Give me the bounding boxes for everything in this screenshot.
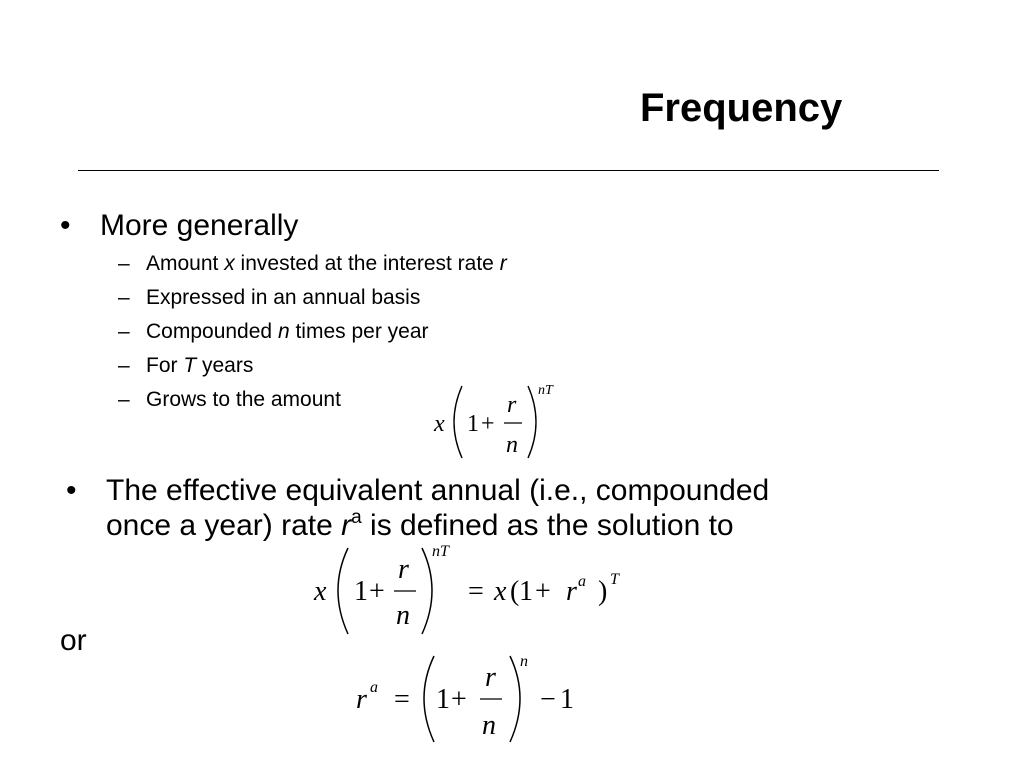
formula-rhs-a: a (578, 573, 586, 590)
right-paren (528, 386, 536, 458)
left-paren (454, 386, 462, 458)
bullet-effective-rate-text (106, 473, 886, 543)
formula-plus: + (451, 684, 467, 715)
formula-exponent: n (520, 653, 528, 670)
formula-equals: = (468, 576, 484, 607)
formula-numerator: r (507, 392, 517, 418)
formula-exponent: nT (538, 383, 553, 398)
variable-T: T (183, 354, 197, 377)
formula-rhs-r: r (566, 576, 577, 607)
sub-item-text: Compounded (146, 320, 278, 343)
variable-x: x (224, 252, 235, 275)
sub-item-compounded (118, 318, 507, 352)
formula-plus: + (369, 576, 385, 607)
dash-marker: – (118, 388, 130, 411)
sub-item-annual-basis (118, 284, 507, 318)
formula-rhs-T: T (610, 571, 619, 588)
formula-denominator: n (506, 432, 518, 458)
formula-minus-one: 1 (560, 684, 574, 715)
formula-rhs-close-paren: ) (598, 576, 608, 607)
dash-marker: – (118, 252, 130, 275)
formula-minus: − (540, 684, 556, 715)
slide-title: Frequency (640, 86, 843, 130)
formula-numerator: r (485, 662, 496, 693)
variable-r: r (499, 252, 507, 275)
formula-numerator: r (398, 554, 409, 585)
variable-r: r (341, 509, 352, 542)
bullet-line-1: The effective equivalent annual (i.e., compounded (106, 474, 770, 507)
formula-rhs-plus: + (535, 576, 551, 607)
line-text: is defined as the solution to (361, 509, 734, 542)
line-text: once a year) rate (106, 509, 342, 542)
formula-one: 1 (436, 684, 450, 715)
bullet-dot: • (60, 209, 71, 242)
left-paren (338, 548, 348, 634)
dash-marker: – (118, 286, 130, 309)
sub-item-text: For (146, 354, 184, 377)
bullet-more-generally (60, 207, 298, 245)
formula-r: r (356, 684, 367, 715)
or-text: or (60, 624, 87, 657)
formula-exponent: nT (432, 543, 449, 560)
bullet-dot: • (66, 474, 77, 507)
right-paren (422, 548, 432, 634)
variable-n: n (277, 320, 290, 343)
formula-one: 1 (467, 411, 479, 437)
formula-rhs-one: 1 (519, 576, 533, 607)
left-paren (424, 656, 434, 742)
formula-one: 1 (354, 576, 368, 607)
sub-item-text: invested at the interest rate (234, 252, 500, 275)
sub-item-text: Amount (146, 252, 225, 275)
bullet-line-2 (106, 508, 886, 543)
formula-growth (430, 378, 570, 462)
title-divider (78, 170, 939, 171)
formula-rhs-open-paren: ( (510, 576, 520, 607)
sub-item-text: years (196, 354, 254, 377)
formula-x: x (314, 576, 327, 607)
sub-item-amount (118, 250, 507, 284)
formula-rhs-x: x (494, 576, 507, 607)
sub-item-text: times per year (289, 320, 429, 343)
bullet-text: More generally (100, 209, 299, 242)
dash-marker: – (118, 354, 130, 377)
formula-a: a (370, 679, 378, 696)
formula-equivalence (310, 540, 640, 640)
formula-equals: = (394, 684, 410, 715)
formula-denominator: n (396, 600, 410, 631)
right-paren (510, 656, 520, 742)
superscript-a: a (351, 507, 362, 528)
formula-plus: + (481, 411, 495, 437)
formula-denominator: n (482, 710, 496, 741)
sub-item-text: Grows to the amount (146, 388, 341, 411)
formula-x: x (434, 411, 445, 437)
sub-item-text: Expressed in an annual basis (146, 286, 421, 309)
formula-effective-rate (350, 650, 590, 750)
dash-marker: – (118, 320, 130, 343)
